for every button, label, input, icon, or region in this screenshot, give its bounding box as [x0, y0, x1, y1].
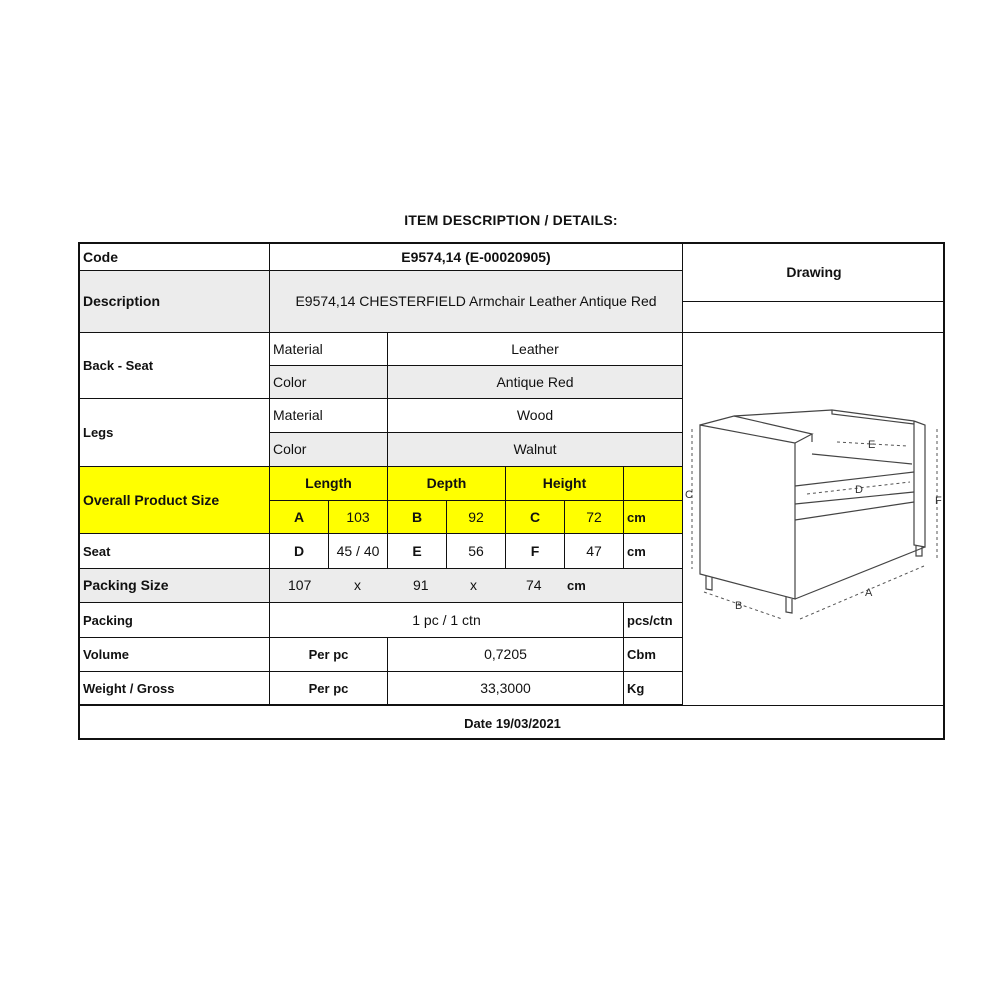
- legs-label: Legs: [80, 399, 270, 467]
- dim-a-value: 103: [329, 501, 388, 534]
- drawing-letter-f: F: [935, 495, 942, 507]
- back-seat-color-value: Antique Red: [388, 366, 683, 399]
- date-footer: Date 19/03/2021: [80, 705, 945, 740]
- page-title: ITEM DESCRIPTION / DETAILS:: [404, 212, 618, 228]
- drawing-label: Drawing: [683, 244, 945, 302]
- packing-x-2: x: [470, 577, 477, 593]
- packing-size-unit: cm: [567, 578, 586, 593]
- drawing-letter-d: D: [855, 484, 863, 496]
- legs-color-label: Color: [270, 433, 388, 467]
- back-seat-label: Back - Seat: [80, 333, 270, 399]
- armchair-drawing: [682, 334, 945, 705]
- dim-a-letter: A: [270, 501, 329, 534]
- overall-unit: cm: [624, 501, 683, 534]
- armchair-dimension-drawing: [682, 334, 945, 705]
- unit-header-blank: [624, 467, 683, 501]
- dim-c-letter: C: [506, 501, 565, 534]
- legs-material-label: Material: [270, 399, 388, 433]
- back-seat-material-label: Material: [270, 333, 388, 366]
- volume-value: 0,7205: [388, 638, 624, 672]
- left-arm-top: [700, 416, 812, 443]
- overall-size-label: Overall Product Size: [80, 467, 270, 534]
- weight-label: Weight / Gross: [80, 672, 270, 705]
- drawing-letter-a: A: [865, 587, 873, 599]
- volume-unit: Cbm: [624, 638, 683, 672]
- packing-x-1: x: [354, 577, 361, 593]
- packing-size-label: Packing Size: [80, 569, 270, 603]
- dim-b-value: 92: [447, 501, 506, 534]
- dim-d-letter: D: [270, 534, 329, 569]
- leg-1: [706, 576, 712, 590]
- length-header: Length: [270, 467, 388, 501]
- legs-color-value: Walnut: [388, 433, 683, 467]
- description-label: Description: [80, 271, 270, 333]
- dim-e-letter: E: [388, 534, 447, 569]
- base-edge: [795, 547, 925, 599]
- dim-line-b: [704, 592, 782, 619]
- dim-e-value: 56: [447, 534, 506, 569]
- description-value: E9574,14 CHESTERFIELD Armchair Leather Antique Red: [270, 271, 683, 333]
- drawing-blank-cell: [683, 302, 945, 333]
- packing-size-value: [270, 569, 683, 603]
- code-value: E9574,14 (E-00020905): [270, 244, 683, 271]
- dim-b-letter: B: [388, 501, 447, 534]
- weight-value: 33,3000: [388, 672, 624, 705]
- back-top-edge: [734, 410, 914, 421]
- seat-lower-edge: [795, 502, 914, 520]
- dim-d-value: 45 / 40: [329, 534, 388, 569]
- leg-2: [786, 597, 792, 613]
- code-label: Code: [80, 244, 270, 271]
- back-seat-material-value: Leather: [388, 333, 683, 366]
- drawing-letter-e: E: [868, 439, 876, 451]
- packing-height: 74: [526, 577, 542, 593]
- packing-unit: pcs/ctn: [624, 603, 683, 638]
- dim-f-value: 47: [565, 534, 624, 569]
- weight-per: Per pc: [270, 672, 388, 705]
- dim-c-value: 72: [565, 501, 624, 534]
- volume-label: Volume: [80, 638, 270, 672]
- packing-label: Packing: [80, 603, 270, 638]
- drawing-letter-c: C: [685, 489, 693, 501]
- height-header: Height: [506, 467, 624, 501]
- seat-label: Seat: [80, 534, 270, 569]
- legs-material-value: Wood: [388, 399, 683, 433]
- packing-length: 107: [288, 577, 312, 593]
- volume-per: Per pc: [270, 638, 388, 672]
- drawing-letter-b: B: [735, 600, 743, 612]
- leg-3: [916, 546, 922, 556]
- seat-unit: cm: [624, 534, 683, 569]
- dim-line-a: [800, 566, 924, 619]
- right-arm: [914, 421, 925, 547]
- depth-header: Depth: [388, 467, 506, 501]
- dim-f-letter: F: [506, 534, 565, 569]
- packing-value: 1 pc / 1 ctn: [270, 603, 624, 638]
- weight-unit: Kg: [624, 672, 683, 705]
- left-arm-front: [700, 425, 795, 599]
- item-details-sheet: [78, 242, 945, 740]
- back-seat-color-label: Color: [270, 366, 388, 399]
- packing-width: 91: [413, 577, 429, 593]
